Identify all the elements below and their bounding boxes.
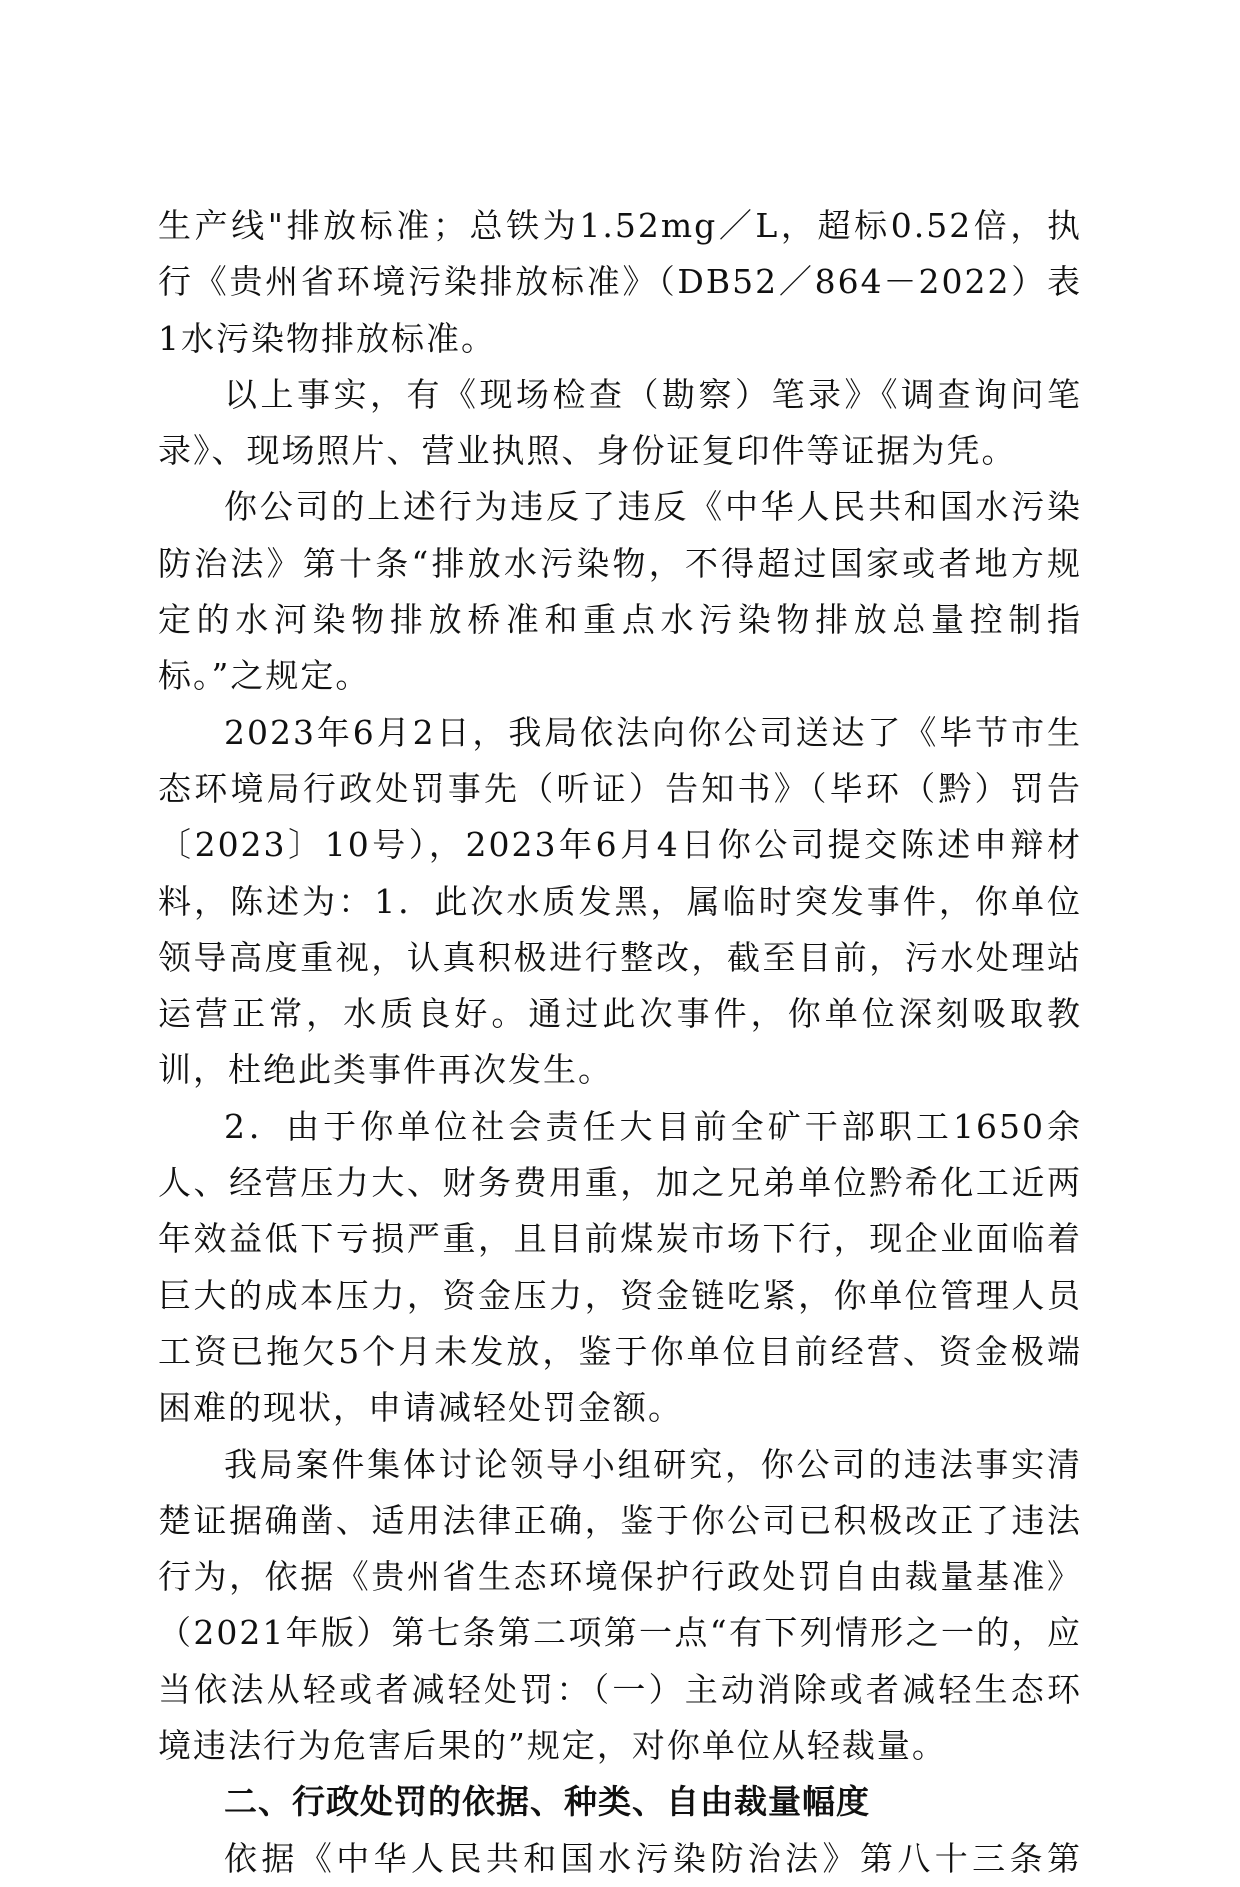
- paragraph-evidence: 以上事实，有《现场检查（勘察）笔录》《调查询问笔录》、现场照片、营业执照、身份证复印件等证据为凭。: [158, 374, 1082, 471]
- paragraph-notice-statement: 2023年6月2日，我局依法向你公司送达了《毕节市生态环境局行政处罚事先（听证）告知书》（毕环（黔）罚告〔2023〕10号），2023年6月4日你公司提交陈述申辩材料，陈述为：1．此次水质发黑，属临时突发事件，你单位领导高度重视，认真积极进行整改，截至目前，污水处理站运营正常，水质良好。通过此次事件，你单位深刻吸取教训，杜绝此类事件再次发生。: [158, 712, 1082, 1090]
- paragraph-reduction-request: 2．由于你单位社会责任大目前全矿干部职工1650余人、经营压力大、财务费用重，加之兄弟单位黔希化工近两年效益低下亏损严重，且目前煤炭市场下行，现企业面临着巨大的成本压力，资金压力，资金链吃紧，你单位管理人员工资已拖欠5个月未发放，鉴于你单位目前经营、资金极端困难的现状，申请减轻处罚金额。: [158, 1106, 1082, 1428]
- section-heading: 二、行政处罚的依据、种类、自由裁量幅度: [224, 1782, 870, 1822]
- document-body: [158, 198, 1082, 1887]
- paragraph-legal-basis: 依据《中华人民共和国水污染防治法》第八十三条第: [224, 1838, 1082, 1878]
- paragraph-violation: 你公司的上述行为违反了违反《中华人民共和国水污染防治法》第十条“排放水污染物，不得超过国家或者地方规定的水河染物排放桥准和重点水污染物排放总量控制指标。”之规定。: [158, 487, 1082, 696]
- paragraph-discretion-decision: 我局案件集体讨论领导小组研究，你公司的违法事实清楚证据确凿、适用法律正确，鉴于你公司已积极改正了违法行为，依据《贵州省生态环境保护行政处罚自由裁量基准》（2021年版）第七条第二项第一点“有下列情形之一的，应当依法从轻或者减轻处罚：（一）主动消除或者减轻生态环境违法行为危害后果的”规定，对你单位从轻裁量。: [158, 1444, 1082, 1766]
- paragraph-emission-standard: 生产线"排放标准；总铁为1.52mg／L，超标0.52倍，执行《贵州省环境污染排放标准》（DB52／864－2022）表1水污染物排放标准。: [158, 206, 1082, 358]
